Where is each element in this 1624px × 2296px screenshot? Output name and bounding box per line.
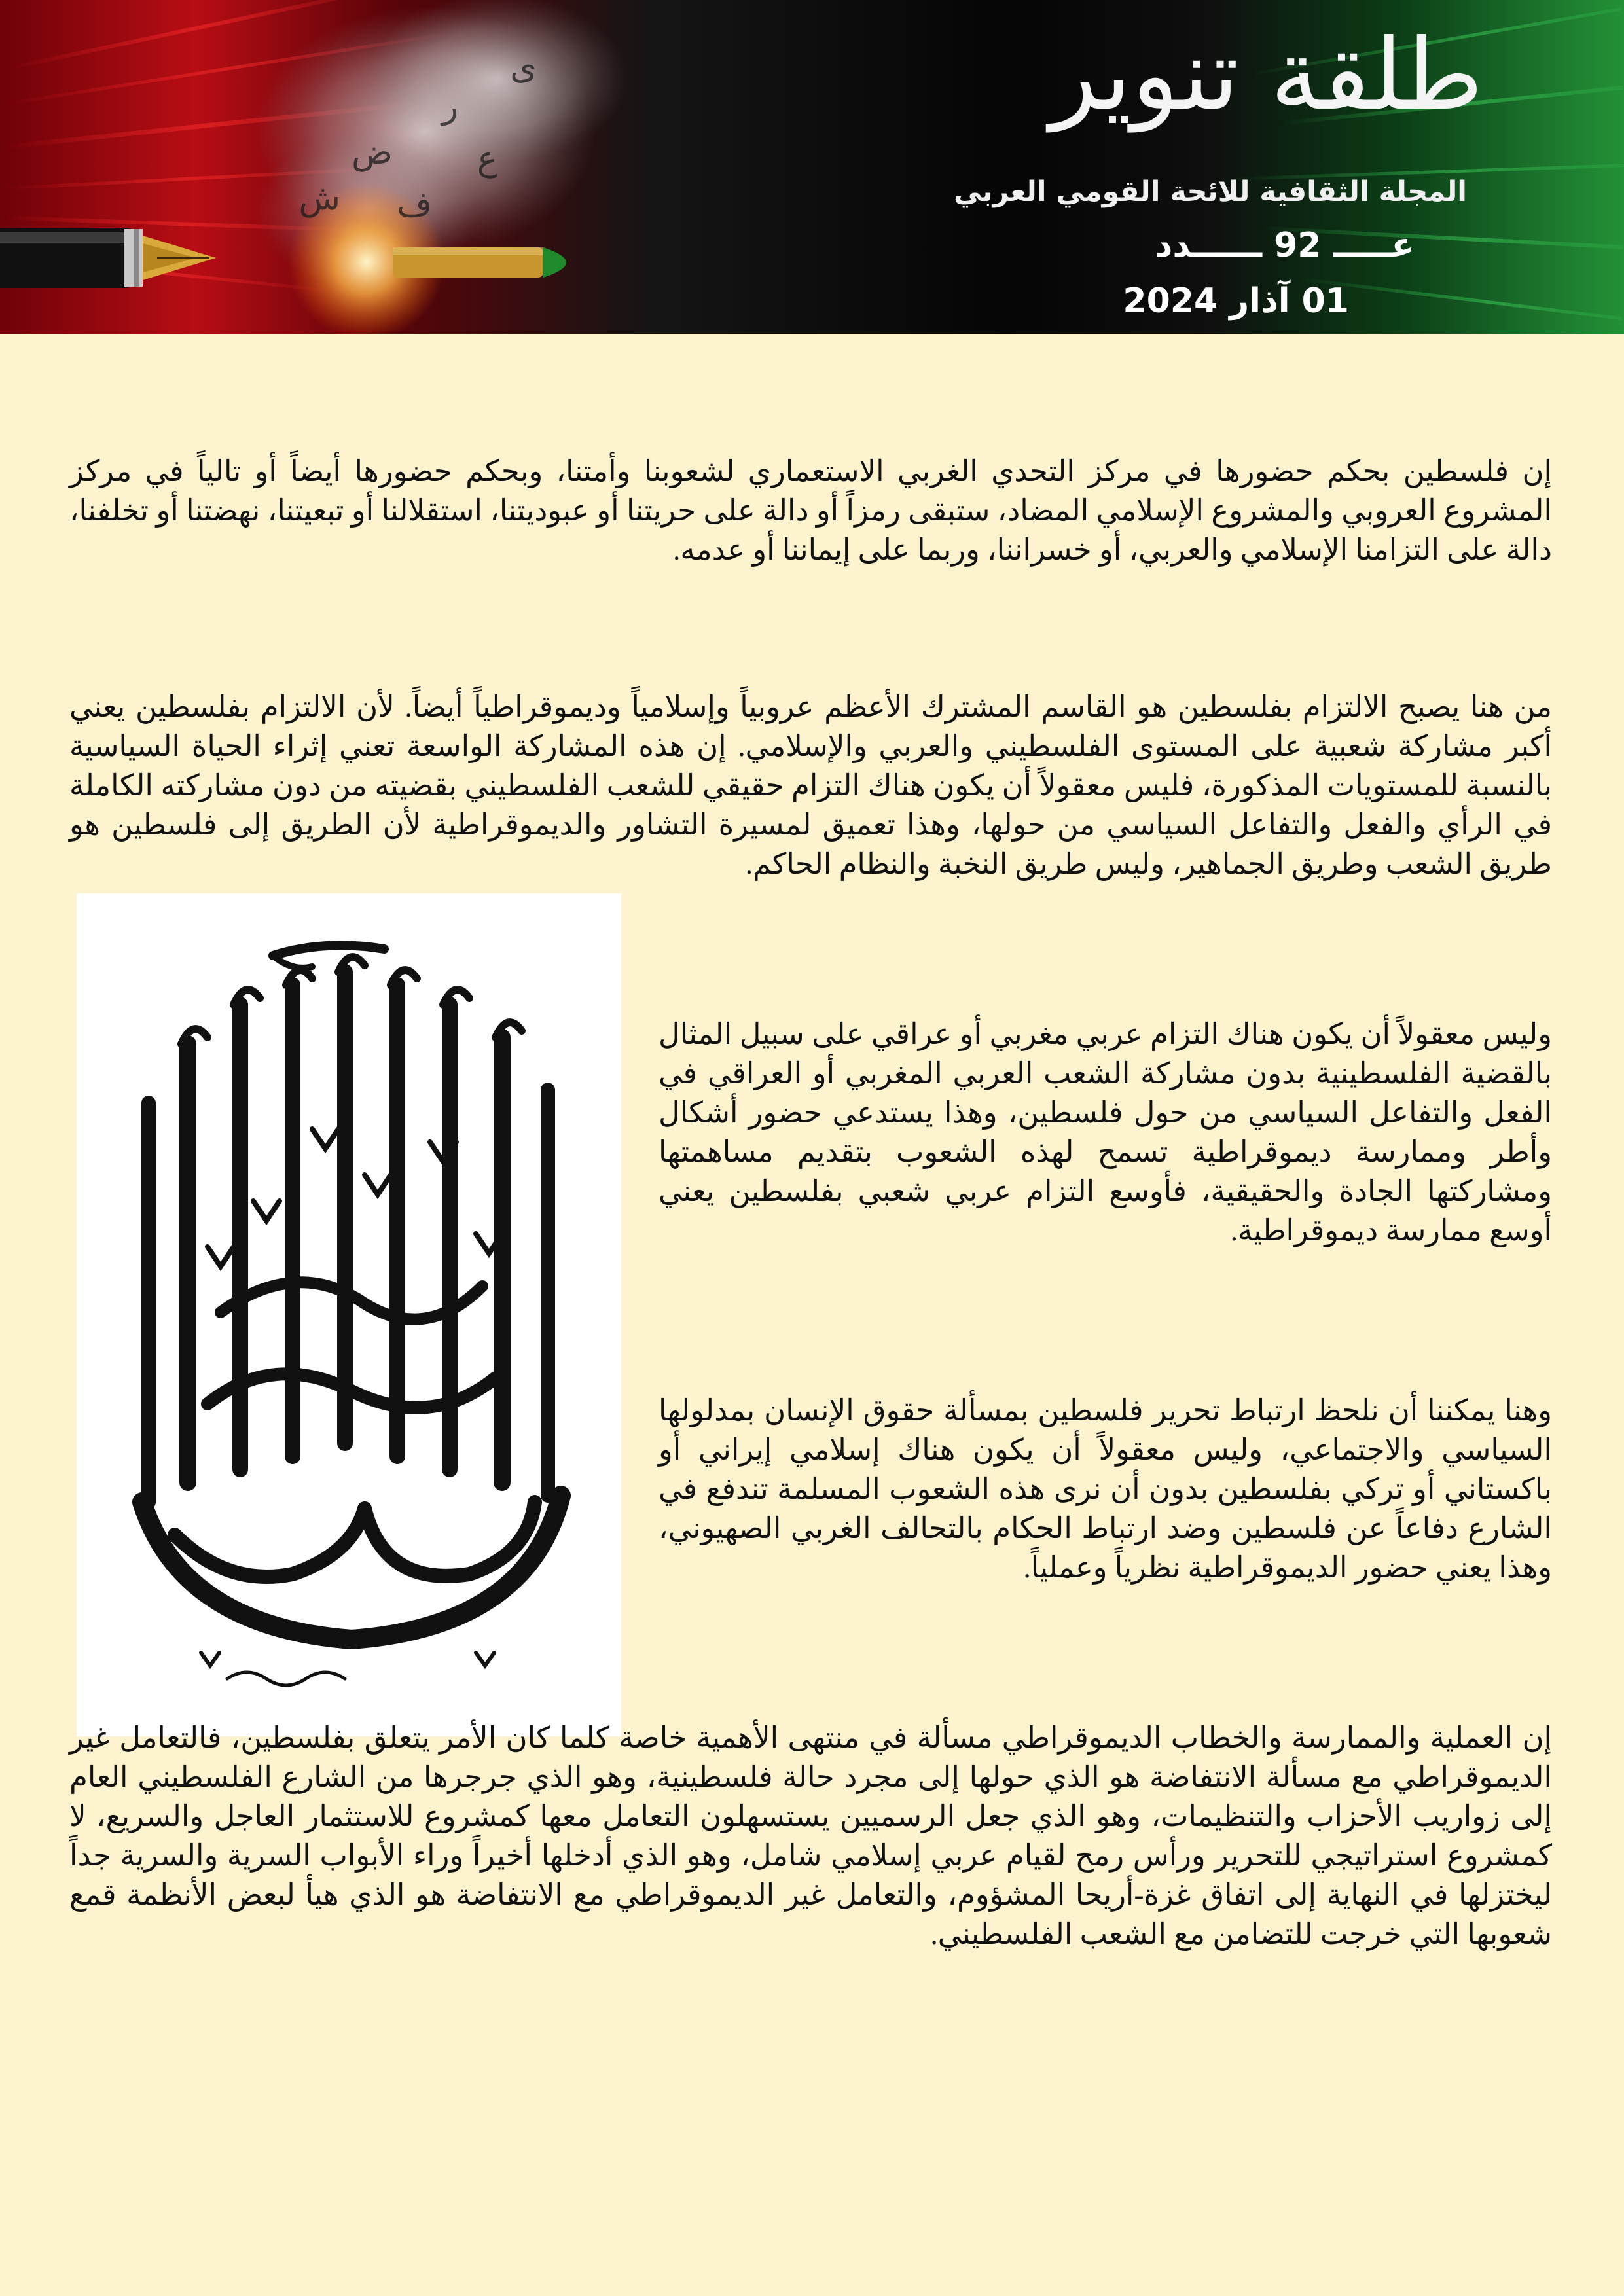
bullet-icon bbox=[393, 247, 566, 278]
svg-text:ش: ش bbox=[298, 179, 340, 218]
svg-text:ى: ى bbox=[510, 48, 537, 87]
calligraphy-artwork bbox=[77, 893, 621, 1736]
magazine-title: طلقة تنوير bbox=[1049, 18, 1483, 132]
svg-text:ع: ع bbox=[477, 139, 497, 179]
svg-text:ف: ف bbox=[397, 185, 432, 224]
svg-text:ض: ض bbox=[352, 133, 393, 172]
magazine-subtitle: المجلة الثقافية للائحة القومي العربي bbox=[953, 175, 1467, 208]
svg-text:ر: ر bbox=[441, 87, 458, 126]
article-paragraph-2: من هنا يصبح الالتزام بفلسطين هو القاسم المشترك الأعظم عروبياً وإسلامياً وديموقراطياً أيضاً. لأن الالتزام بفلسطين يعني أكبر مشاركة شعبية على المستوى الفلسطيني والعربي والإسلامي. إن هذه المشاركة الواسعة تعني إثراء الحياة السياسية بالنسبة للمستويات المذكورة، فليس معقولاً أن يكون هناك التزام حقيقي للشعب الفلسطيني بقضيته من دون مشاركته الكاملة في الرأي والفعل والتفاعل السياسي من حولها، وهذا تعميق لمسيرة التشاور والديموقراطية لأن الطريق إلى فلسطين هو طريق الشعب وطريق الجماهير، وليس طريق النخبة والنظام الحاكم. bbox=[69, 691, 1552, 880]
article-paragraph-5: إن العملية والممارسة والخطاب الديموقراطي مسألة في منتهى الأهمية خاصة كلما كان الأمر يتعلق بفلسطين، فالتعامل غير الديموقراطي مع مسألة الانتفاضة هو الذي حولها إلى مجرد حالة فلسطينية، وهو الذي جرجرها من الشارع الفلسطيني العام إلى زواريب الأحزاب والتنظيمات، وهو الذي جعل الرسميين يستسهلون التعامل معها كمشروع للاستثمار العاجل والسريع، لا كمشروع استراتيجي للتحرير ورأس رمح لقيام عربي إسلامي شامل، وهو الذي أدخلها أخيراً وراء الأبواب السرية والسرية جداً ليختزلها في النهاية إلى اتفاق غزة-أريحا المشؤوم، والتعامل غير الديموقراطي مع الانتفاضة هو الذي هيأ لبعض الأنظمة قمع شعوبها التي خرجت للتضامن مع الشعب الفلسطيني. bbox=[69, 1721, 1552, 1950]
issue-number: عـــــ 92 ــــــدد bbox=[1155, 226, 1415, 265]
article-paragraph-1: إن فلسطين بحكم حضورها في مركز التحدي الغربي الاستعماري لشعوبنا وأمتنا، وبحكم حضورها أيضاً أو تالياً في مركز المشروع العروبي والمشروع الإسلامي المضاد، ستبقى رمزاً أو دالة على حريتنا أو عبوديتنا، استقلالنا أو تبعيتنا، نهضتنا أو تخلفنا، دالة على التزامنا الإسلامي والعربي، أو خسراننا، وربما على إيماننا أو عدمه. bbox=[69, 455, 1552, 566]
fountain-pen-icon bbox=[0, 228, 216, 288]
arabic-calligraphy-image bbox=[77, 893, 621, 1736]
issue-date: 01 آذار 2024 bbox=[1123, 281, 1349, 321]
article-paragraph-3: وليس معقولاً أن يكون هناك التزام عربي مغربي أو عراقي على سبيل المثال بالقضية الفلسطينية بدون مشاركة الشعب العربي المغربي أو العراقي في الفعل والتفاعل السياسي من حول فلسطين، وهذا يستدعي حضور أشكال وأطر وممارسة ديموقراطية تسمح لهذه الشعوب بتقديم مساهمتها ومشاركتها الجادة والحقيقية، فأوسع التزام عربي شعبي بفلسطين يعني أوسع ممارسة ديموقراطية. bbox=[659, 1018, 1552, 1247]
article-paragraph-4: وهنا يمكننا أن نلحظ ارتباط تحرير فلسطين بمسألة حقوق الإنسان بمدلولها السياسي والاجتماعي، وليس معقولاً أن يكون هناك إسلامي إيراني أو باكستاني أو تركي بفلسطين بدون أن نرى هذه الشعوب المسلمة تندفع في الشارع دفاعاً عن فلسطين وضد ارتباط الحكام بالتحالف الغربي الصهيوني، وهذا يعني حضور الديموقراطية نظرياً وعملياً. bbox=[659, 1394, 1552, 1584]
header-banner bbox=[0, 0, 1624, 334]
